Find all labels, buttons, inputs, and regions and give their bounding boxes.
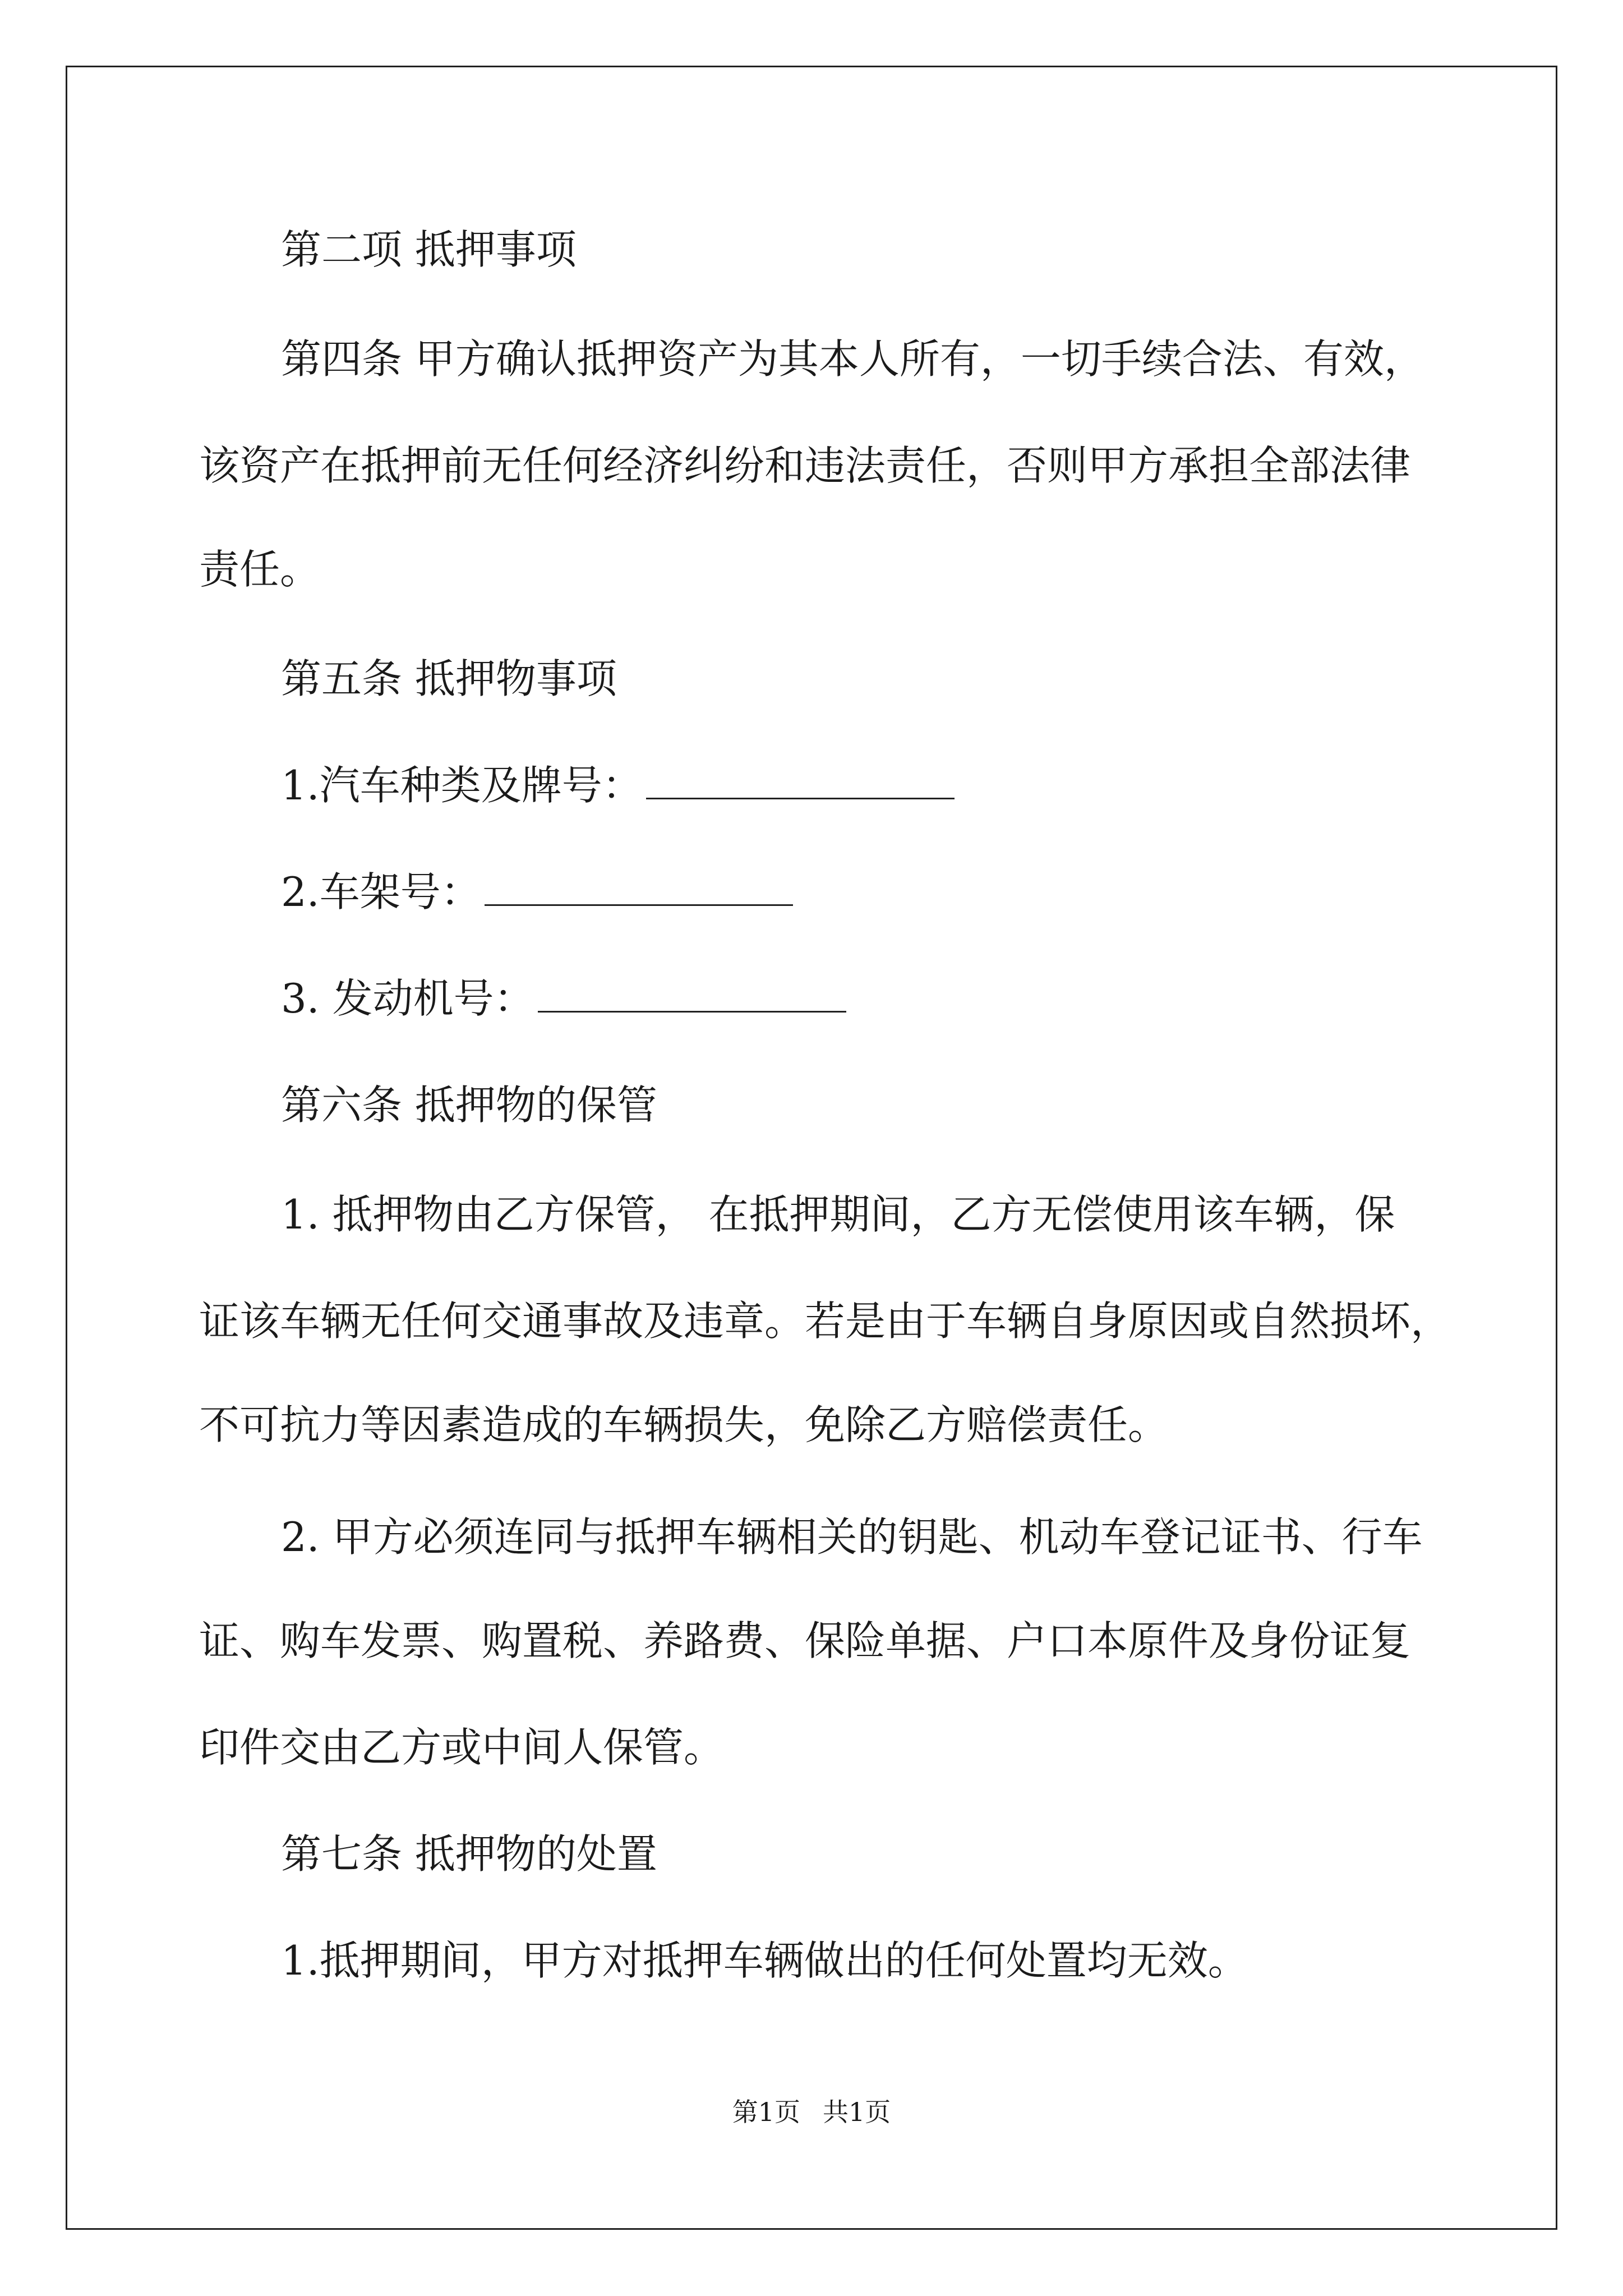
- field-label: 3. 发动机号：: [281, 975, 534, 1022]
- section-heading: 第二项 抵押事项: [281, 226, 577, 273]
- article-heading: 第六条 抵押物的保管: [281, 1082, 657, 1129]
- paragraph-line: 证、购车发票、购置税、养路费、保险单据、户口本原件及身份证复: [199, 1617, 1411, 1664]
- paragraph-line: 印件交由乙方或中间人保管。: [199, 1724, 725, 1771]
- page-number-current: 第1页: [732, 2097, 800, 2127]
- field-label: 2.车架号：: [281, 868, 481, 915]
- paragraph-line: 1. 抵押物由乙方保管， 在抵押期间，乙方无偿使用该车辆，保: [281, 1191, 1395, 1238]
- page-number-total: 共1页: [823, 2097, 891, 2127]
- paragraph-line: 第四条 甲方确认抵押资产为其本人所有，一切手续合法、有效，: [281, 335, 1424, 383]
- paragraph-line: 不可抗力等因素造成的车辆损失，免除乙方赔偿责任。: [199, 1401, 1169, 1448]
- form-field-vehicle-type: [281, 757, 955, 813]
- fill-in-blank: [538, 976, 846, 1013]
- fill-in-blank: [646, 763, 955, 799]
- form-field-frame-number: [281, 864, 793, 920]
- form-field-engine-number: [281, 970, 846, 1027]
- page-footer: [0, 2095, 1623, 2129]
- paragraph-line: 2. 甲方必须连同与抵押车辆相关的钥匙、机动车登记证书、行车: [281, 1513, 1423, 1561]
- article-heading: 第七条 抵押物的处置: [281, 1830, 657, 1878]
- field-label: 1.汽车种类及牌号：: [281, 762, 643, 809]
- paragraph-line: 1.抵押期间，甲方对抵押车辆做出的任何处置均无效。: [281, 1937, 1248, 1984]
- paragraph-line: 该资产在抵押前无任何经济纠纷和违法责任，否则甲方承担全部法律: [199, 442, 1411, 489]
- fill-in-blank: [485, 869, 793, 906]
- paragraph-line: 证该车辆无任何交通事故及违章。若是由于车辆自身原因或自然损坏，: [199, 1297, 1451, 1345]
- article-heading: 第五条 抵押物事项: [281, 655, 617, 702]
- page-border: [66, 66, 1557, 2230]
- paragraph-line: 责任。: [199, 546, 321, 593]
